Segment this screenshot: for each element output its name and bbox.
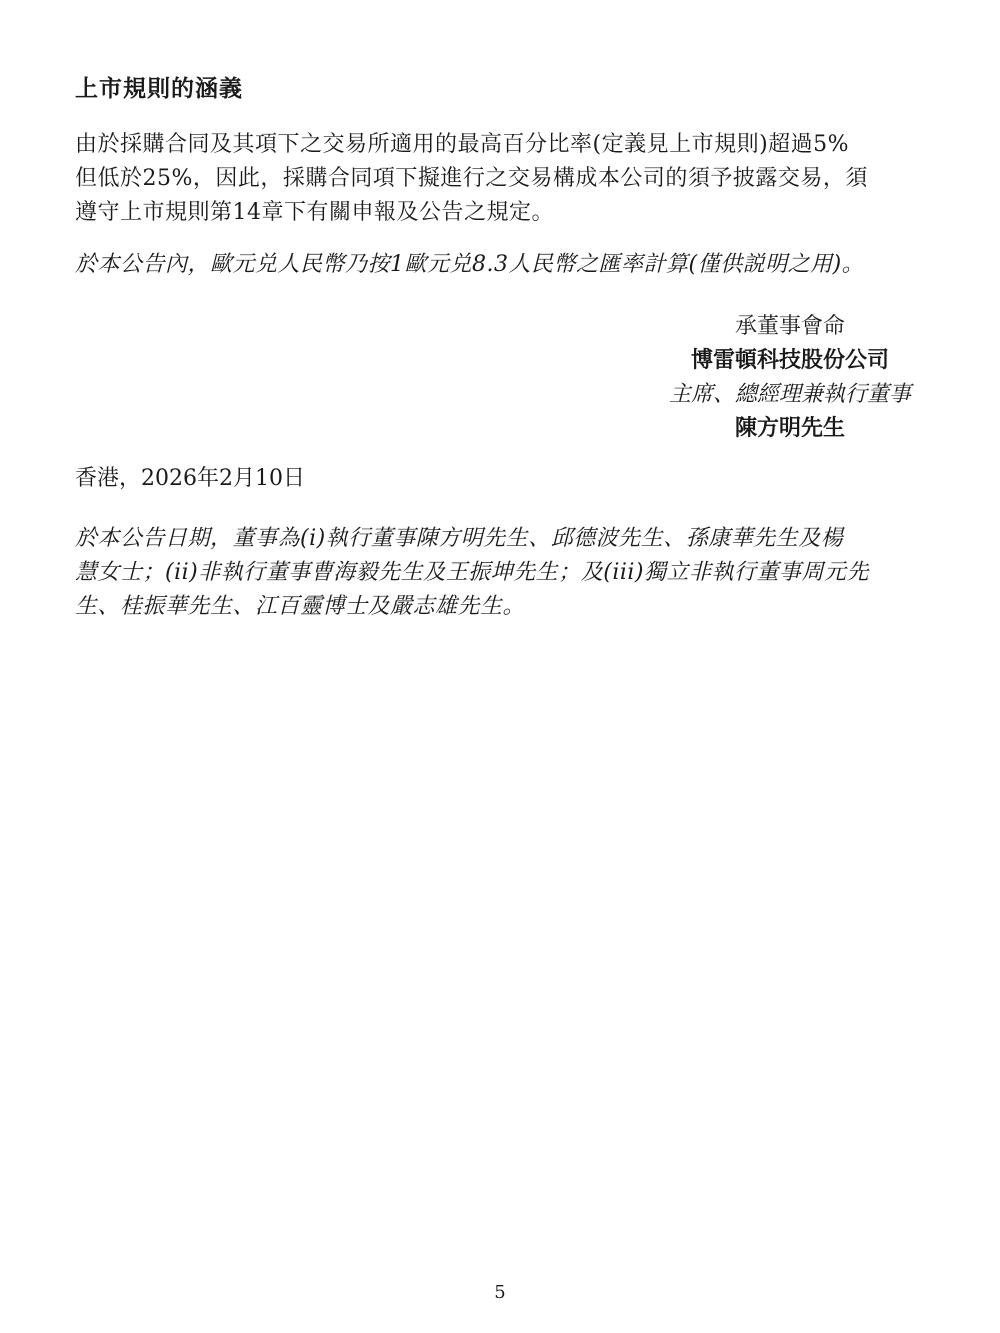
paragraph-line: 但低於25%，因此，採購合同項下擬進行之交易構成本公司的須予披露交易，須	[75, 166, 868, 191]
listing-rules-paragraph	[75, 128, 930, 230]
signature-order-line: 承董事會命	[734, 314, 845, 339]
paragraph-line: 於本公告內，歐元兑人民幣乃按1歐元兑8.3人民幣之匯率計算(僅供説明之用)。	[75, 252, 865, 277]
dateline: 香港，2026年2月10日	[75, 466, 305, 491]
signature-block	[600, 310, 980, 446]
paragraph-line: 慧女士；(ii)非執行董事曹海毅先生及王振坤先生；及(iii)獨立非執行董事周元先	[75, 560, 870, 585]
company-name: 博雷頓科技股份公司	[690, 348, 889, 373]
directors-paragraph	[75, 522, 930, 624]
paragraph-line: 生、桂振華先生、江百靈博士及嚴志雄先生。	[75, 594, 526, 619]
page-number: 5	[494, 1282, 506, 1303]
exchange-rate-note	[75, 248, 930, 282]
paragraph-line: 由於採購合同及其項下之交易所適用的最高百分比率(定義見上市規則)超過5%	[75, 132, 850, 157]
paragraph-line: 於本公告日期，董事為(i)執行董事陳方明先生、邱德波先生、孫康華先生及楊	[75, 526, 844, 551]
paragraph-line: 遵守上市規則第14章下有關申報及公告之規定。	[75, 200, 554, 225]
signatory-title: 主席、總經理兼執行董事	[668, 382, 911, 407]
signatory-name: 陳方明先生	[734, 416, 845, 441]
section-heading: 上市規則的涵義	[75, 76, 243, 102]
